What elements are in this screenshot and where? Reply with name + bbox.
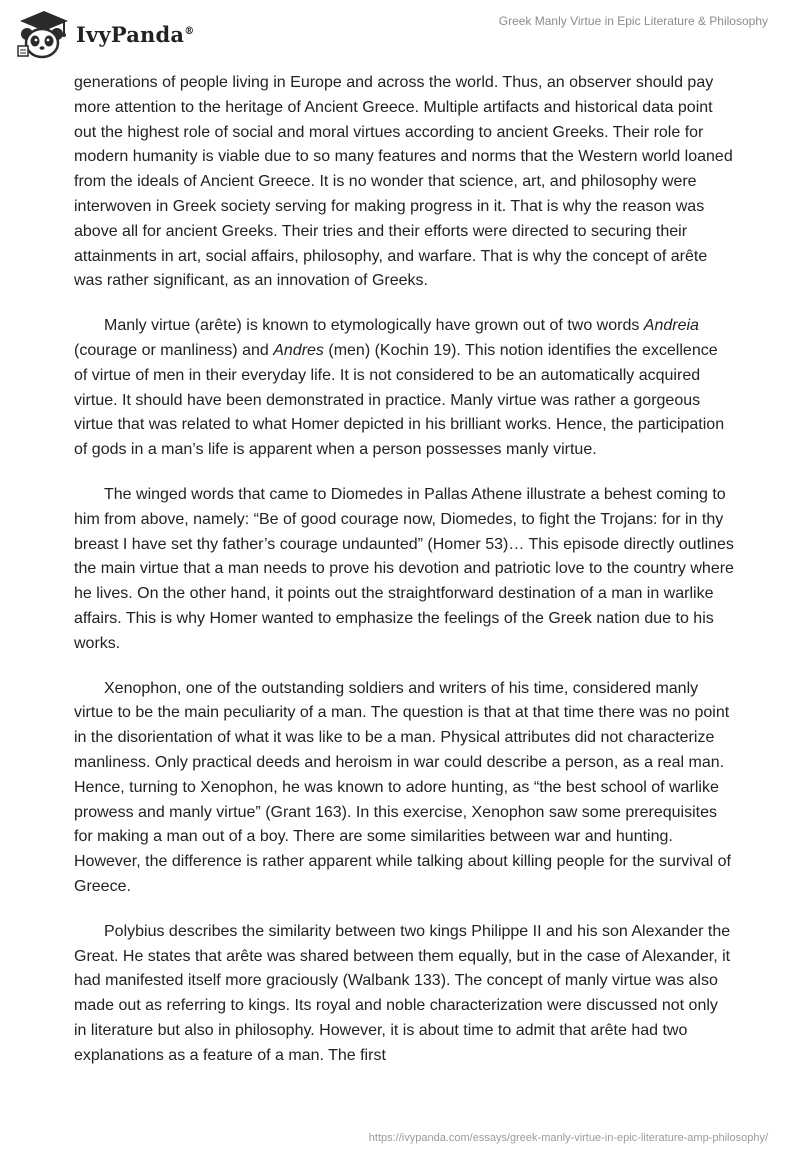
- paragraph-text: (courage or manliness) and: [74, 341, 274, 359]
- paragraph: [74, 314, 734, 463]
- page-header: [0, 0, 800, 70]
- paragraph: [74, 483, 734, 657]
- italic-term: Andreia: [643, 317, 699, 335]
- paragraph: [74, 71, 734, 294]
- paragraph-text: Xenophon, one of the outstanding soldiers and writers of his time, considered manly virtue to be the main peculiarity of a man. The question is that at that time there was no point in the disorientation of what it was like to be a man. Physical attributes did not characterize manliness. Only practical deeds and heroism in war could describe a person, as a real man. Hence, turning to Xenophon, he was known to adore hunting, as “the best school of warlike prowess and manly virtue” (Grant 163). In this exercise, Xenophon saw some prerequisites for making a man out of a boy. There are some similarities between war and hunting. However, the difference is rather apparent while talking about killing people for the survival of Greece.: [74, 679, 731, 895]
- ivypanda-logo[interactable]: [14, 8, 194, 60]
- paragraph-text: The winged words that came to Diomedes in Pallas Athene illustrate a behest coming to him from above, namely: “Be of good courage now, Diomedes, to fight the Trojans: for in thy breast I have set thy father’s courage undaunted” (Homer 53)… This episode directly outlines the main virtue that a man needs to prove his devotion and patriotic love to the country where he lives. On the other hand, it points out the straightforward destination of a man in warlike affairs. This is why Homer wanted to emphasize the feelings of the Greek nation due to his works.: [74, 485, 734, 652]
- paragraph-text: (men) (Kochin 19). This notion identifies the excellence of virtue of men in their everyday life. It is not considered to be an automatically acquired virtue. It should have been demonstrated in practice. Manly virtue was rather a gorgeous virtue that was related to what Homer depicted in his brilliant works. Hence, the participation of gods in a man’s life is apparent when a person possesses manly virtue.: [74, 341, 725, 459]
- italic-term: Andres: [273, 341, 324, 359]
- paragraph: [74, 677, 734, 900]
- paragraph-text: Polybius describes the similarity between two kings Philippe II and his son Alexander the Great. He states that arête was shared between them equally, but in the case of Alexander, it had manifested itself more graciously (Walbank 133). The concept of manly virtue was also made out as referring to kings. Its royal and noble characterization were discussed not only in literature but also in philosophy. However, it is about time to admit that arête had two explanations as a feature of a man. The first: [74, 922, 731, 1064]
- brand-name: IvyPanda®: [76, 21, 195, 47]
- document-title: Greek Manly Virtue in Epic Literature & Philosophy: [498, 14, 768, 28]
- paragraph: [74, 920, 734, 1069]
- paragraph-text: generations of people living in Europe and across the world. Thus, an observer should pay more attention to the heritage of Ancient Greece. Multiple artifacts and historical data point out the highest role of social and moral virtues according to ancient Greeks. Their role for modern humanity is viable due to so many features and norms that the Western world loaned from the ideals of Ancient Greece. It is no wonder that science, art, and philosophy were interwoven in Greek society serving for making progress in it. That is why the reason was above all for ancient Greeks. Their tries and their efforts were directed to securing their attainments in art, social affairs, philosophy, and warfare. That is why the concept of arête was rather significant, as an innovation of Greeks.: [74, 74, 733, 290]
- panda-mascot-icon: [14, 8, 70, 60]
- essay-body: [74, 71, 734, 1088]
- registered-mark: ®: [184, 25, 195, 37]
- paragraph-text: Manly virtue (arête) is known to etymologically have grown out of two words: [104, 317, 644, 335]
- source-url[interactable]: https://ivypanda.com/essays/greek-manly-virtue-in-epic-literature-amp-philosophy/: [368, 1132, 768, 1144]
